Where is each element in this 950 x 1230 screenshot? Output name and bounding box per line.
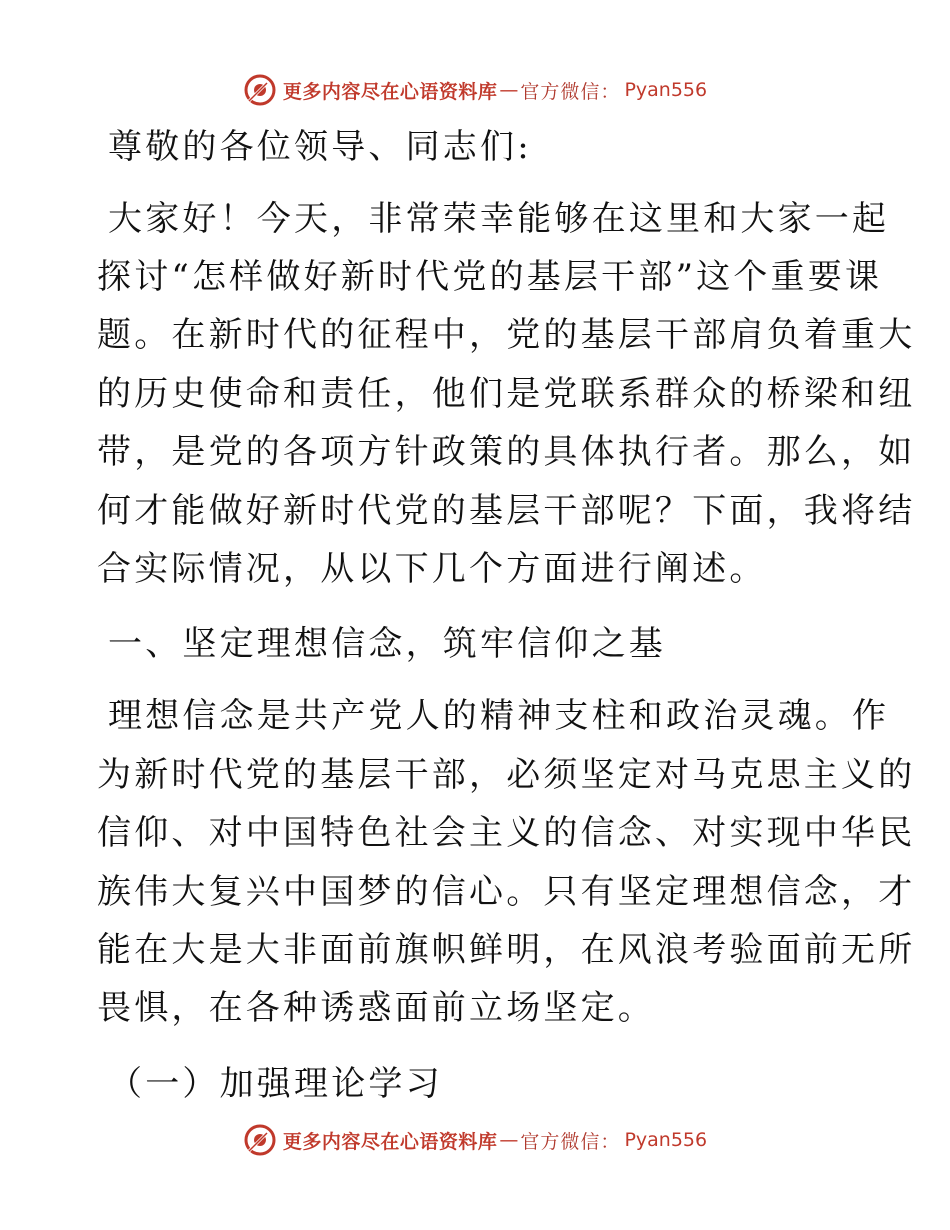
section-heading: 一、坚定理想信念，筑牢信仰之基 — [108, 624, 666, 664]
header-banner — [0, 70, 950, 110]
section1-line: 畏惧，在各种诱惑面前立场坚定。 — [97, 988, 655, 1028]
section1-line: 为新时代党的基层干部，必须坚定对马克思主义的 — [97, 755, 916, 795]
section1-line: 族伟大复兴中国梦的信心。只有坚定理想信念，才 — [97, 872, 916, 912]
banner-official-label: 官方微信： — [520, 1130, 621, 1153]
footer-banner — [0, 1120, 950, 1160]
banner-wechat-id: Pyan556 — [624, 1129, 708, 1151]
section1-line: 理想信念是共产党人的精神支柱和政治灵魂。作 — [108, 696, 890, 736]
banner-official-label: 官方微信： — [520, 80, 621, 103]
intro-line: 带，是党的各项方针政策的具体执行者。那么，如 — [97, 432, 916, 472]
banner-separator: — — [499, 1129, 519, 1151]
banner-separator: — — [499, 79, 519, 101]
banner-wechat-id: Pyan556 — [624, 79, 708, 101]
banner-brand-text: 更多内容尽在心语资料库 — [282, 80, 498, 103]
logo-icon — [243, 1123, 277, 1157]
section1-line: 信仰、对中国特色社会主义的信念、对实现中华民 — [97, 813, 916, 853]
logo-icon — [243, 73, 277, 107]
intro-line: 合实际情况，从以下几个方面进行阐述。 — [97, 549, 767, 589]
banner-brand-text: 更多内容尽在心语资料库 — [282, 1130, 498, 1153]
intro-line: 的历史使命和责任，他们是党联系群众的桥梁和纽 — [97, 374, 916, 414]
intro-line: 探讨“怎样做好新时代党的基层干部”这个重要课 — [97, 257, 883, 297]
intro-line: 何才能做好新时代党的基层干部呢？下面，我将结 — [97, 491, 916, 531]
intro-line: 题。在新时代的征程中，党的基层干部肩负着重大 — [97, 315, 916, 355]
intro-line: 大家好！今天，非常荣幸能够在这里和大家一起 — [108, 199, 890, 239]
subsection-heading: （一）加强理论学习 — [108, 1064, 443, 1104]
salutation: 尊敬的各位领导、同志们: — [108, 127, 532, 167]
section1-line: 能在大是大非面前旗帜鲜明，在风浪考验面前无所 — [97, 930, 916, 970]
